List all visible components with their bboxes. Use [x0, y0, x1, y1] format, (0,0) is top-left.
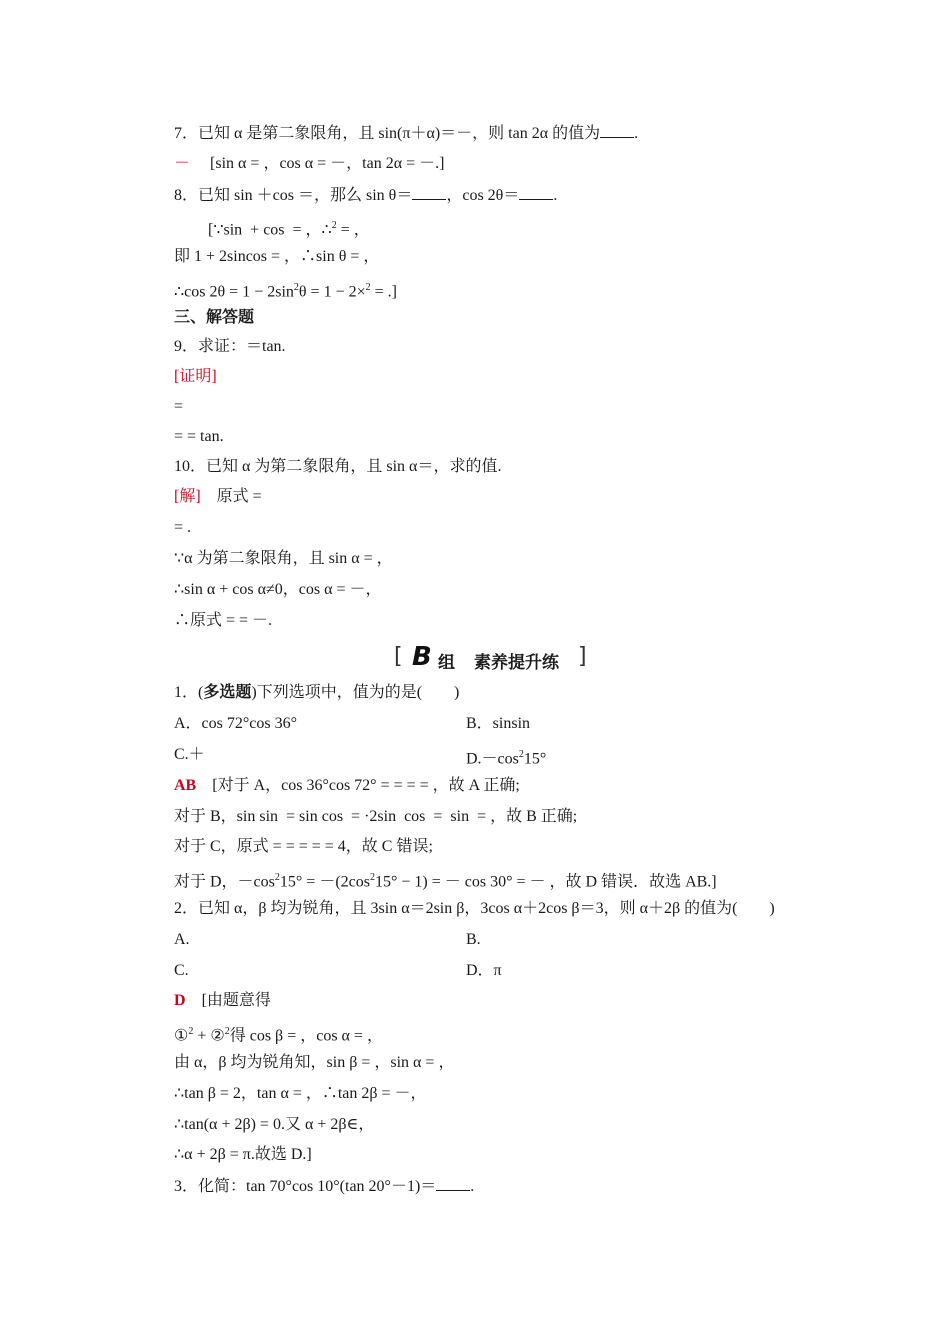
- answer-blank: [600, 123, 634, 138]
- answer-blank: [519, 185, 553, 200]
- proof-label: [证明]: [174, 368, 217, 385]
- b2-solution-line-4: ∴tan(α + 2β) = 0.又 α + 2β∈，: [174, 1116, 375, 1133]
- b1-option-c: C.＋: [174, 746, 205, 763]
- group-title: 素养提升练: [474, 653, 559, 673]
- q10-solution-line-4: ∴原式 = = －.: [174, 612, 273, 629]
- b1-solution-line-4: 对于 D，$-\cos^215^\circ = -(2\cos^215^\circ - 1)$ = － cos 30° = － ，故 D 错误．故选 AB.]: [174, 872, 717, 891]
- answer-mark: D: [174, 992, 186, 1009]
- q8-solution-line-1: [∵sin + cos = ，∴$^2$ = ，: [208, 220, 370, 239]
- q10-solution-line-0: [解] 原式 =: [174, 488, 262, 505]
- group-letter: B: [412, 642, 432, 672]
- answer-mark: －: [174, 155, 191, 172]
- b2-solution-line-5: ∴α + 2β = π.故选 D.]: [174, 1146, 312, 1163]
- bracket-open: [: [394, 644, 403, 669]
- b2-solution-line-3: ∴tan β = 2，tan α = ，∴tan 2β = －，: [174, 1085, 427, 1102]
- b2-solution-line-1: ①$^2$ + ②$^2$得 cos β = ，cos α = ，: [174, 1026, 383, 1045]
- solve-label: [解]: [174, 488, 201, 505]
- q10-solution-line-3: ∴sin α + cos α≠0，cos α = －，: [174, 581, 382, 598]
- b1-option-d: $D.-\cos^215^\circ$: [466, 749, 547, 768]
- q10-solution-line-1: = .: [174, 519, 192, 536]
- q8-solution-line-2: 即 1 + 2sincos = ，∴sin θ = ，: [174, 248, 380, 265]
- q10-solution-line-2: ∵α 为第二象限角，且 sin α = ，: [174, 550, 393, 567]
- group-b-heading: [394, 642, 594, 673]
- b1-question: 1．(多选题)下列选项中，值为的是( ): [174, 684, 460, 701]
- b2-question: 2．已知 α，β 均为锐角，且 3sin α＝2sin β，3cos α＋2cos β＝3，则 α＋2β 的值为( ): [174, 900, 775, 917]
- answer-blank: [412, 185, 446, 200]
- b1-solution-line-2: 对于 B，sin sin = sin cos = ·2sin cos = sin = ，故 B 正确;: [174, 808, 578, 825]
- q7-question: 7．已知 α 是第二象限角，且 sin(π＋α)＝－，则 tan 2α 的值为 .: [174, 125, 639, 142]
- b1-option-b: B．sinsin: [466, 715, 531, 732]
- b1-solution-line-3: 对于 C，原式 = = = = = 4，故 C 错误;: [174, 838, 433, 855]
- b2-option-d: D．π: [466, 962, 502, 979]
- q10-question: 10．已知 α 为第二象限角，且 sin α＝，求的值.: [174, 458, 502, 475]
- answer-mark: AB: [174, 777, 197, 794]
- q9-proof-line-1: =: [174, 398, 184, 415]
- b2-option-a: A.: [174, 931, 190, 948]
- b2-option-b: B.: [466, 931, 481, 948]
- b2-option-c: C.: [174, 962, 189, 979]
- q8-question: 8．已知 sin ＋cos ＝，那么 sin θ＝ ，cos 2θ＝ .: [174, 187, 558, 204]
- q9-question: 9．求证：＝tan.: [174, 338, 286, 355]
- q7-solution: － [sin α = ，cos α = －，tan 2α = －.]: [174, 155, 445, 172]
- q8-solution-line-3: ∴cos $2\theta = 1 - 2\sin^2\theta = 1 - 2\times^2$ = .]: [174, 282, 397, 301]
- answer-blank: [436, 1176, 470, 1191]
- section-title: 三、解答题: [174, 309, 255, 326]
- b1-option-a: A．cos 72°cos 36°: [174, 715, 298, 732]
- b3-question: 3．化简：tan 70°cos 10°(tan 20°－1)＝ .: [174, 1178, 475, 1195]
- q9-proof-line-2: = = tan.: [174, 428, 224, 445]
- b2-solution-line-0: D [由题意得: [174, 992, 271, 1009]
- b1-solution-line-1: AB [对于 A，cos 36°cos 72° = = = = ，故 A 正确;: [174, 777, 520, 794]
- group-label: 组: [438, 653, 455, 673]
- b2-solution-line-2: 由 α，β 均为锐角知，sin β = ，sin α = ，: [174, 1054, 455, 1071]
- bracket-close: ]: [578, 644, 587, 669]
